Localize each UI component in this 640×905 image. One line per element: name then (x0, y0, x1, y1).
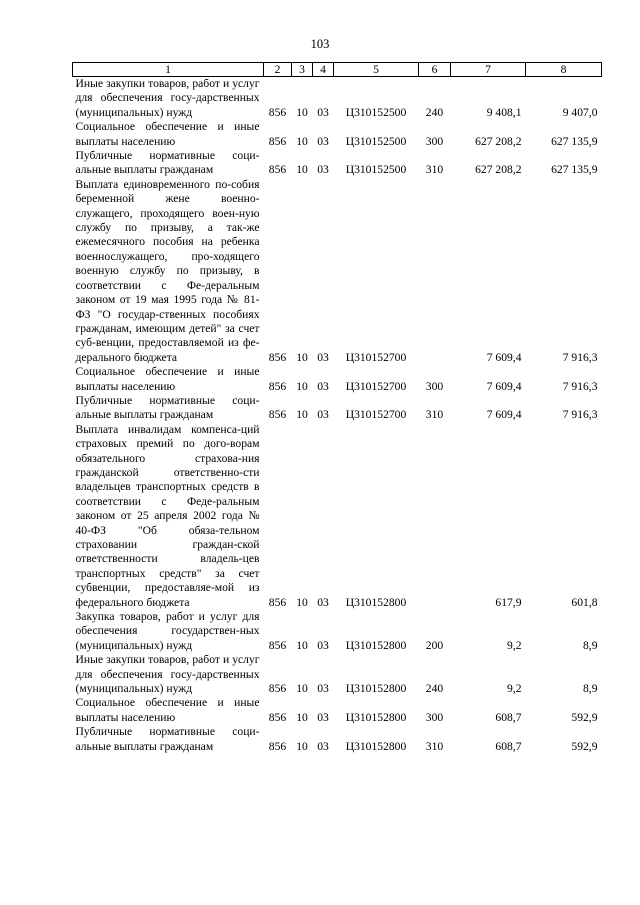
row-ministry-code: 856 (268, 739, 287, 753)
row-expense-type: 300 (425, 134, 444, 148)
row-description: Иные закупки товаров, работ и услуг для обеспечения госу-дарственных (муниципальных) нужд (75, 77, 260, 119)
row-ministry-code: 856 (268, 595, 287, 609)
row-ministry-code: 856 (268, 408, 287, 422)
row-section: 10 (296, 408, 308, 422)
row-amount-1: 608,7 (495, 710, 522, 724)
row-amount-2: 7 916,3 (562, 350, 598, 364)
row-amount-1: 9 408,1 (486, 105, 522, 119)
row-amount-2: 7 916,3 (562, 379, 598, 393)
row-target-article: Ц310152800 (345, 595, 407, 609)
row-section: 10 (296, 163, 308, 177)
row-target-article: Ц310152500 (345, 163, 407, 177)
page-number: 103 (310, 37, 330, 51)
row-target-article: Ц310152500 (345, 134, 407, 148)
row-section: 10 (296, 134, 308, 148)
row-description: Закупка товаров, работ и услуг для обеспечения государствен-ных (муниципальных) нужд (75, 610, 260, 652)
row-section: 10 (296, 595, 308, 609)
row-target-article: Ц310152500 (345, 105, 407, 119)
row-expense-type: 310 (425, 408, 444, 422)
row-target-article: Ц310152800 (345, 638, 407, 652)
row-target-article: Ц310152800 (345, 682, 407, 696)
row-subsection: 03 (317, 134, 329, 148)
table-row (73, 423, 602, 610)
row-description: Публичные нормативные соци-альные выплаты гражданам (75, 393, 260, 422)
header-row (73, 63, 602, 77)
row-ministry-code: 856 (268, 710, 287, 724)
row-subsection: 03 (317, 710, 329, 724)
row-ministry-code: 856 (268, 638, 287, 652)
row-expense-type: 240 (425, 105, 444, 119)
row-description: Публичные нормативные соци-альные выплаты гражданам (75, 149, 260, 177)
row-amount-1: 608,7 (495, 739, 522, 753)
row-amount-1: 9,2 (507, 682, 522, 696)
row-subsection: 03 (317, 379, 329, 393)
row-expense-type (419, 423, 451, 610)
row-description: Выплата инвалидам компенса-ций страховых премий по дого-ворам обязательного страхова-ния гражданской ответственно-сти владельцев транспортных средств в соответствии с Феде-ральным законом от 25 апреля 2002 года № 40-ФЗ "Об обяза-тельном страховании граждан-ской ответственности владель-цев транспортных средств" за счет субвенции, предоставляе-мой из федерального бюджета (75, 422, 260, 609)
table-row (73, 725, 602, 754)
row-amount-1: 7 609,4 (486, 408, 522, 422)
row-target-article: Ц310152800 (345, 739, 407, 753)
header-col-4: 4 (313, 63, 334, 77)
row-subsection: 03 (317, 739, 329, 753)
table-header (73, 63, 602, 77)
row-expense-type: 310 (425, 163, 444, 177)
header-col-3: 3 (292, 63, 313, 77)
row-target-article: Ц310152700 (345, 379, 407, 393)
row-ministry-code: 856 (268, 379, 287, 393)
row-amount-1: 7 609,4 (486, 350, 522, 364)
row-amount-1: 627 208,2 (475, 134, 522, 148)
row-section: 10 (296, 739, 308, 753)
table-row (73, 610, 602, 653)
header-col-5: 5 (334, 63, 419, 77)
row-section: 10 (296, 710, 308, 724)
row-target-article: Ц310152700 (345, 408, 407, 422)
table-row (73, 149, 602, 178)
row-subsection: 03 (317, 638, 329, 652)
row-target-article: Ц310152700 (345, 350, 407, 364)
row-amount-2: 8,9 (583, 682, 598, 696)
header-col-7: 7 (451, 63, 526, 77)
row-target-article: Ц310152800 (345, 710, 407, 724)
row-description: Социальное обеспечение и иные выплаты населению (75, 365, 260, 393)
table-row (73, 77, 602, 121)
row-subsection: 03 (317, 595, 329, 609)
row-amount-1: 9,2 (507, 638, 522, 652)
budget-table (72, 62, 602, 754)
row-amount-2: 601,8 (571, 595, 598, 609)
row-ministry-code: 856 (268, 682, 287, 696)
row-expense-type (419, 178, 451, 365)
row-amount-1: 617,9 (495, 595, 522, 609)
row-expense-type: 310 (425, 739, 444, 753)
row-ministry-code: 856 (268, 350, 287, 364)
header-col-1: 1 (73, 63, 264, 77)
row-ministry-code: 856 (268, 105, 287, 119)
row-amount-2: 592,9 (571, 710, 598, 724)
row-expense-type: 200 (425, 638, 444, 652)
table-row (73, 394, 602, 423)
row-amount-2: 627 135,9 (551, 163, 598, 177)
row-amount-2: 627 135,9 (551, 134, 598, 148)
row-expense-type: 300 (425, 379, 444, 393)
row-section: 10 (296, 105, 308, 119)
row-section: 10 (296, 379, 308, 393)
row-description: Иные закупки товаров, работ и услуг для обеспечения госу-дарственных (муниципальных) нужд (75, 653, 260, 696)
row-ministry-code: 856 (268, 134, 287, 148)
table-row (73, 696, 602, 725)
row-subsection: 03 (317, 163, 329, 177)
row-amount-2: 8,9 (583, 638, 598, 652)
row-section: 10 (296, 682, 308, 696)
row-description: Социальное обеспечение и иные выплаты населению (75, 120, 260, 148)
row-expense-type: 300 (425, 710, 444, 724)
row-subsection: 03 (317, 682, 329, 696)
row-description: Выплата единовременного по-собия беременной жене военно-служащего, проходящего воен-ную службу по призыву, а так-же ежемесячного пособия на ребенка военнослужащего, про-ходящего военную службу по призыву, в соответствии с Фе-деральным законом от 19 мая 1995 года № 81-ФЗ "О государ-ственных пособиях гражданам, имеющим детей" за счет суб-венции, предоставляемой из фе-дерального бюджета (75, 177, 260, 364)
row-ministry-code: 856 (268, 163, 287, 177)
row-description: Социальное обеспечение и иные выплаты населению (75, 696, 260, 724)
row-expense-type: 240 (425, 682, 444, 696)
row-amount-2: 9 407,0 (562, 105, 598, 119)
row-amount-1: 7 609,4 (486, 379, 522, 393)
table-body (73, 77, 602, 755)
table-row (73, 653, 602, 696)
row-amount-2: 7 916,3 (562, 408, 598, 422)
header-col-2: 2 (264, 63, 292, 77)
table-row (73, 178, 602, 365)
row-subsection: 03 (317, 350, 329, 364)
table-row (73, 365, 602, 394)
row-amount-2: 592,9 (571, 739, 598, 753)
row-section: 10 (296, 638, 308, 652)
row-subsection: 03 (317, 408, 329, 422)
row-amount-1: 627 208,2 (475, 163, 522, 177)
row-description: Публичные нормативные соци-альные выплаты гражданам (75, 725, 260, 753)
table-row (73, 120, 602, 149)
header-col-6: 6 (419, 63, 451, 77)
row-section: 10 (296, 350, 308, 364)
row-subsection: 03 (317, 105, 329, 119)
header-col-8: 8 (526, 63, 602, 77)
